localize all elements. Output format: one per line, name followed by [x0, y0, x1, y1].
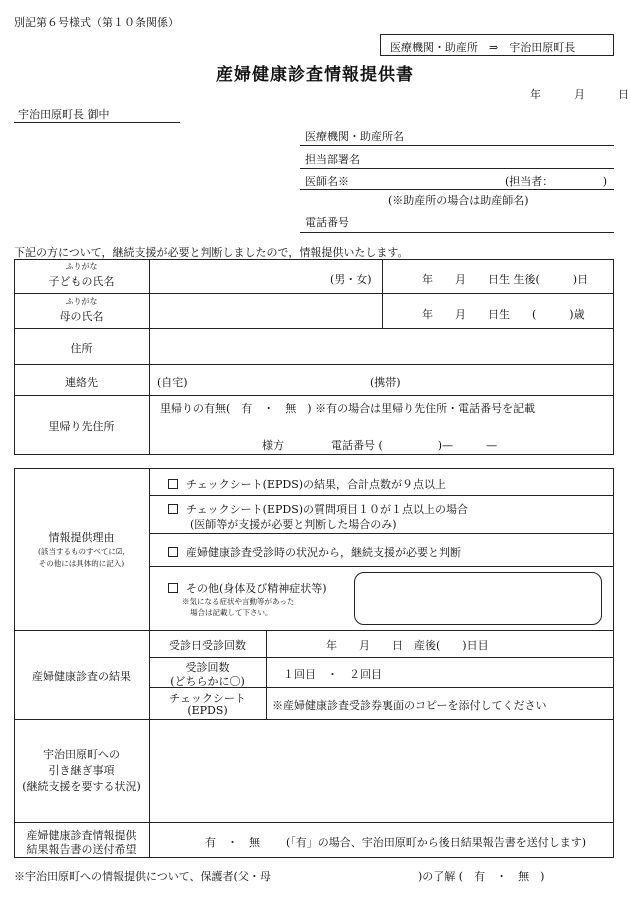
department-line[interactable]: [300, 168, 614, 169]
reason-2-note: (医師等が支援が必要と判断した場合のみ): [190, 518, 397, 531]
visit-count-label: (どちらかに〇): [170, 675, 245, 688]
reason-note: (該当するものすべてに☑,: [38, 547, 125, 556]
reason-4-note: 場合は記載して下さい。: [190, 608, 273, 617]
reason-option-3[interactable]: [168, 544, 461, 560]
phone-label: 電話番号: [305, 216, 349, 229]
reason-label: 情報提供理由: [48, 531, 115, 544]
child-name-label: 子どもの氏名: [48, 275, 115, 288]
result-label: 産婦健康診査の結果: [32, 670, 131, 683]
mother-name-label: 母の氏名: [59, 310, 104, 323]
return-address-label: 里帰り先住所: [48, 420, 115, 433]
reason-text: チェックシート(EPDS)の結果，合計点数が９点以上: [186, 478, 447, 491]
reason-4-note: ※気になる症状や言動等があった: [182, 597, 295, 606]
routing-text: 医療機関・助産所 ⇒ 宇治田原町長: [390, 41, 576, 54]
doctor-label: 医師名※: [305, 175, 349, 188]
addressee-underline: [14, 122, 180, 123]
home-phone[interactable]: (自宅): [157, 376, 188, 389]
table2-row-line: [14, 719, 614, 720]
child-birth[interactable]: 年 月 日生 生後( )日: [422, 273, 589, 286]
child-sex[interactable]: (男・女): [330, 273, 372, 286]
midwife-note: (※助産所の場合は助産師名): [388, 194, 529, 207]
table2-reason-line: [149, 566, 614, 567]
return-sama: 様方: [262, 439, 284, 452]
reason-text: 産婦健康診査受診時の状況から，継続支援が必要と判断: [186, 546, 461, 559]
return-phone[interactable]: 電話番号 ( )— —: [331, 439, 498, 452]
table1-row-line: [14, 293, 614, 294]
handover-label: 宇治田原町への: [43, 748, 120, 761]
institution-line[interactable]: [300, 145, 614, 146]
checkbox-icon[interactable]: [168, 504, 178, 514]
reason-text: その他(身体及び精神症状等): [186, 582, 327, 595]
visit-count-label: 受診回数: [185, 661, 230, 674]
checksheet-label: チェックシート: [169, 692, 246, 705]
checkbox-icon[interactable]: [168, 583, 178, 593]
checkbox-icon[interactable]: [168, 547, 178, 557]
page-title: 産婦健康診査情報提供書: [216, 65, 414, 85]
intro-text: 下記の方について，継続支援が必要と判断しましたので，情報提供いたします。: [14, 246, 409, 259]
reason-text: チェックシート(EPDS)の質問項目１０が１点以上の場合: [186, 503, 469, 516]
return-question[interactable]: 里帰りの有無( 有 ・ 無 ) ※有の場合は里帰り先住所・電話番号を記載: [160, 402, 536, 415]
visit-date[interactable]: 年 月 日 産後( )日目: [326, 639, 489, 652]
mobile-phone[interactable]: (携帯): [370, 376, 401, 389]
reason-option-1[interactable]: [168, 476, 446, 492]
visit-date-label: 受診日受診回数: [169, 639, 246, 652]
consent-choice[interactable]: )の了解 ( 有 ・ 無 ): [418, 870, 545, 883]
table1-row-line: [14, 364, 614, 365]
contact-person: (担当者： ): [505, 175, 608, 188]
table2-row-line: [14, 822, 614, 823]
handover-label: 引き継ぎ事項: [48, 764, 115, 777]
address-label: 住所: [70, 342, 93, 355]
report-note: (「有」の場合、宇治田原町から後日結果報告書を送付します): [286, 836, 587, 849]
department-label: 担当部署名: [305, 153, 360, 166]
mother-furigana: ふりがな: [65, 297, 98, 306]
doctor-line[interactable]: [300, 189, 614, 190]
checksheet-label: (EPDS): [187, 704, 228, 717]
reason-option-2[interactable]: [168, 501, 468, 517]
checksheet-note: ※産婦健康診査受診券裏面のコピーを添付してください: [272, 699, 547, 712]
handover-label: (継続支援を要する状況): [22, 780, 141, 793]
institution-label: 医療機関・助産所名: [305, 130, 404, 143]
report-choice[interactable]: 有 ・ 無: [205, 836, 260, 849]
table2-result-line: [149, 657, 614, 658]
table1-row-line: [14, 395, 614, 396]
handover-field[interactable]: [152, 722, 610, 819]
form-number: 別記第６号様式（第１０条関係）: [14, 16, 179, 29]
other-details-textarea[interactable]: [354, 572, 602, 625]
reason-note: その他には具体的に記入): [38, 559, 125, 568]
addressee: 宇治田原町長 御中: [18, 108, 110, 121]
table2-row-line: [14, 630, 614, 631]
mother-birth[interactable]: 年 月 日生 ( )歳: [422, 308, 585, 321]
table2-reason-line: [149, 533, 614, 534]
table2-reason-line: [149, 495, 614, 496]
report-label: 結果報告書の送付希望: [26, 843, 137, 856]
checkbox-icon[interactable]: [168, 479, 178, 489]
contact-label: 連絡先: [65, 376, 98, 389]
date-line: 年 月 日: [530, 88, 629, 101]
child-furigana: ふりがな: [65, 262, 98, 271]
phone-line[interactable]: [300, 232, 614, 233]
table1-row-line: [14, 328, 614, 329]
table1-label-divider: [149, 259, 150, 455]
table2-result-divider: [266, 630, 267, 719]
consent-text: ※宇治田原町への情報提供について、保護者(父・母: [14, 870, 271, 883]
report-label: 産婦健康診査情報提供: [26, 829, 137, 842]
visit-count[interactable]: １回目 ・ ２回目: [283, 668, 382, 681]
reason-option-4[interactable]: [168, 580, 327, 596]
